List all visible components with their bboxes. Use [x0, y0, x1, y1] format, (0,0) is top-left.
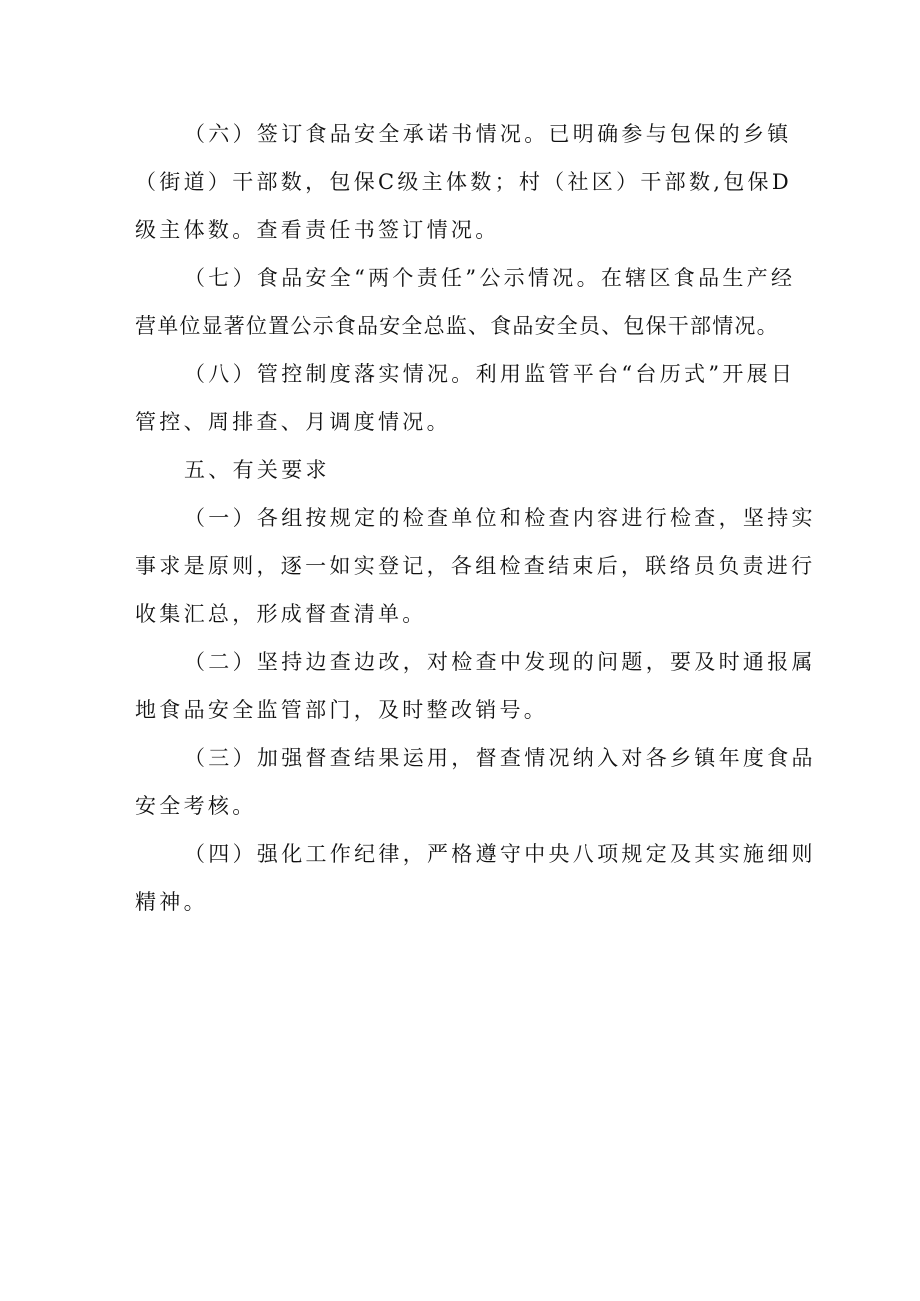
paragraph-line: 收集汇总，形成督查清单。 — [135, 602, 427, 626]
paragraph-item-6 — [135, 110, 791, 254]
paragraph-line: （街道）干部数，包保C级主体数；村（社区）干部数,包保D — [135, 170, 792, 194]
paragraph-line: 营单位显著位置公示食品安全总监、食品安全员、包保干部情况。 — [135, 314, 779, 338]
paragraph-item-7 — [135, 254, 796, 350]
paragraph-line: 精神。 — [135, 890, 208, 914]
paragraph-line: （二）坚持边查边改，对检查中发现的问题，要及时通报属 — [184, 650, 816, 674]
paragraph-line: （六）签订食品安全承诺书情况。已明确参与包保的乡镇 — [184, 122, 792, 146]
paragraph-line: 级主体数。查看责任书签订情况。 — [135, 218, 500, 242]
requirement-2 — [135, 638, 816, 734]
paragraph-line: （一）各组按规定的检查单位和检查内容进行检查，坚持实 — [184, 506, 816, 530]
paragraph-line: （三）加强督查结果运用，督查情况纳入对各乡镇年度食品 — [184, 746, 816, 770]
paragraph-line: 事求是原则，逐一如实登记，各组检查结束后，联络员负责进行 — [135, 554, 816, 578]
paragraph-line: 安全考核。 — [135, 794, 257, 818]
requirement-1 — [135, 494, 816, 638]
section-heading: 五、有关要求 — [184, 458, 330, 482]
paragraph-item-8 — [135, 350, 796, 446]
requirement-4 — [135, 830, 816, 926]
paragraph-line: （七）食品安全“两个责任”公示情况。在辖区食品生产经 — [184, 266, 796, 290]
document-body — [135, 110, 816, 926]
requirement-3 — [135, 734, 816, 830]
paragraph-line: 管控、周排查、月调度情况。 — [135, 410, 451, 434]
paragraph-line: 地食品安全监管部门，及时整改销号。 — [135, 698, 549, 722]
paragraph-line: （四）强化工作纪律，严格遵守中央八项规定及其实施细则 — [184, 842, 816, 866]
paragraph-line: （八）管控制度落实情况。利用监管平台“台历式”开展日 — [184, 362, 796, 386]
